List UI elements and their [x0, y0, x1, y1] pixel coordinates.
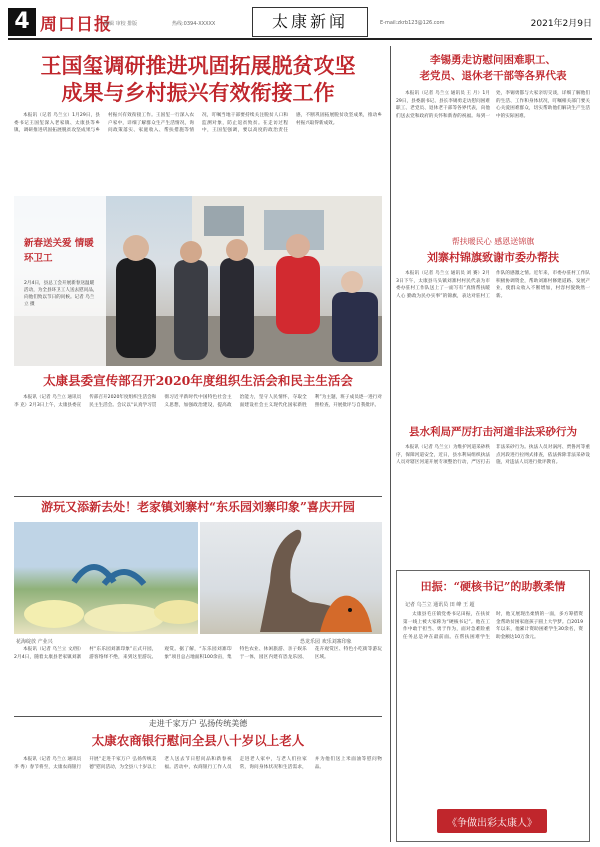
divider — [14, 716, 382, 717]
tourism-headline: 游玩又添新去处！老家镇刘寨村“东乐园刘寨印象”喜庆开园 — [41, 500, 355, 514]
photo-caption-body: 2月4日，县总工会开展新春送温暖活动，为全县环卫工人送去慰问品，向他们致以节日的问候。记者 乌兰立 摄 — [24, 281, 98, 307]
column-byline: 记者 乌兰立 通讯员 田 峰 王 超 — [405, 602, 475, 608]
sidebar-mid-headline: 刘寨村锦旗致谢市委办帮扶 — [427, 251, 559, 264]
sidebar-top-headline: 李锡勇走访慰问困难职工、 老党员、退休老干部等各界代表 — [419, 54, 567, 82]
masthead — [8, 6, 592, 40]
tourism-photo-right — [200, 522, 382, 634]
section-title: 太康新闻 — [252, 7, 368, 37]
column-box — [396, 570, 590, 842]
main-article-text: 本报讯（记者 乌兰立）1月29日，县委书记王国玺深入老家镇、太康县等乡镇，调研推进巩固拓展脱贫攻坚成果与乡村振兴有效衔接工作。王国玺一行深入农户家中，详细了解群众生产生活情况，询问政策落实、家庭收入、帮扶措施等情况，叮嘱当地干部要持续关注脱贫人口和监测对象，防止返贫致贫。在走访过程中，王国玺强调，要以高度的政治责任感，不断巩固拓展脱贫攻坚成果，推动乡村振兴取得新成效。 — [14, 113, 382, 134]
sidebar-mid-text: 本报讯（记者 乌兰立 通讯员 刘 赛）2月3日下午，太康县马头镇刘寨村村民代表为市委办驻村工作队送上了一面写有“真情帮扶暖人心 勤政为民办实事”的锦旗，表达对驻村工作队的感激之情。近年来，市委办驻村工作队积极协调资金，帮助刘寨村修建道路、发展产业，使群众收入不断增加，村容村貌焕然一新。 — [396, 271, 590, 300]
tourism-article-text: 本报讯（记者 乌兰立 文/图）2月4日，随着太康县老家镇刘寨村“东乐园刘寨印象”正式开园，游客络绎不绝，来到这里游玩、观赏。据了解，“东乐园刘寨印象”项目总占地面积100余亩，集特色农业、休闲旅游、亲子娱乐于一体，园区内建有恐龙乐园、花卉观赏区、特色小吃街等游玩区域。 — [14, 647, 382, 660]
hotline: 热线:0394-XXXXX — [172, 21, 216, 27]
sidebar-top-text: 本报讯（记者 乌兰立 通讯员 王 月）1月29日，县委副书记、县长李锡勇走访慰问困难职工、老党员、退休老干部等各界代表，向他们送去党和政府的关怀和新春的祝福。每到一处，李锡勇都与大家亲切交谈，详细了解他们的生活、工作和身体状况，叮嘱相关部门要关心关爱困难群众，切实帮助他们解决生产生活中的实际困难。 — [396, 91, 590, 120]
lawcase-body — [396, 444, 590, 562]
column-divider — [390, 46, 391, 842]
main-headline: 王国玺调研推进巩固拓展脱贫攻坚 成果与乡村振兴有效衔接工作 — [40, 53, 356, 105]
lawcase-text: 本报讯（记者 乌兰立）为维护河道采砂秩序，保障河道安全，近日，县水利局组织执法人员对辖区河道开展专项整治行动，严厉打击非法采砂行为。执法人员对涡河、贾鲁河等重点河段进行拉网式排查，依法拆除非法采砂设施，对违法人员进行批评教育。 — [396, 445, 590, 466]
issue-date: 2021年2月9日 — [530, 19, 592, 29]
meeting-article-body — [14, 394, 382, 492]
tourism-caption-left: 花海绽放 产业兴 — [16, 639, 53, 645]
bank-kicker: 走进千家万户 弘扬传统美德 — [148, 719, 248, 728]
meeting-article-text: 本报讯（记者 乌兰立 通讯员 李 克）2月3日上午，太康县委宣传部召开2020年度组织生活会和民主生活会。会议以“认真学习贯彻习近平新时代中国特色社会主义思想，加强政治建设，提高政治能力，坚守人民情怀，夺取全面建设社会主义现代化国家新胜利”为主题，班子成员逐一进行对照检查，开展批评与自我批评。 — [14, 395, 382, 408]
tourism-article-body — [14, 646, 382, 714]
paper-logo: 周口日报 — [40, 15, 112, 35]
bank-headline: 太康农商银行慰问全县八十岁以上老人 — [91, 733, 305, 748]
sidebar-mid-body — [396, 270, 590, 418]
tourism-caption-right: 恐龙乐园 欢乐刘寨印象 — [300, 639, 352, 645]
page-number: 4 — [8, 8, 36, 36]
dinosaur-illustration — [200, 522, 382, 634]
main-article-body — [14, 112, 382, 186]
divider — [14, 496, 382, 497]
campaign-banner: 《争做出彩太康人》 — [437, 809, 547, 833]
flower-field-illustration — [14, 522, 198, 634]
column-headline: 田振：“硬核书记”的助教柔情 — [420, 580, 566, 593]
email: E-mail:zkrb123@126.com — [380, 20, 445, 26]
photo-caption-title: 新春送关爱 情暖环卫工 — [24, 238, 94, 264]
bank-article-body — [14, 756, 382, 840]
editor-line: 编辑 审校 排版 — [104, 21, 138, 27]
tourism-photo-left — [14, 522, 198, 634]
sidebar-mid-kicker: 帮扶暖民心 感恩送锦旗 — [451, 237, 535, 246]
meeting-headline: 太康县委宣传部召开2020年度组织生活会和民主生活会 — [43, 373, 353, 388]
sidebar-top-body — [396, 90, 590, 242]
column-text: 太康县毛庄镇党委书记田振，在扶贫第一线上被大家称为“硬核书记”。他在工作中敢于担当、勇于作为，面对急难险重任务总是冲在最前面。在帮扶困难学生时，他又展现出柔情的一面，多方筹措资金帮助贫困家庭孩子圆上大学梦。自2019年以来，他累计资助困难学生30余名，资助金额达10万余元。 — [403, 612, 583, 641]
lawcase-headline: 县水利局严厉打击河道非法采砂行为 — [409, 426, 577, 438]
main-photo — [14, 196, 382, 366]
bank-article-text: 本报讯（记者 乌兰立 通讯员 李 秀）春节将至，太康农商银行开展“走进千家万户 弘扬传统美德”慰问活动，为全县八十岁以上老人送去节日慰问品和新春祝福。活动中，农商银行工作人员走进老人家中，与老人们拉家常，询问身体状况和生活需求，并为他们送上米面油等慰问物品。 — [14, 757, 382, 770]
column-body — [403, 611, 583, 797]
photo-caption-panel — [14, 196, 106, 366]
